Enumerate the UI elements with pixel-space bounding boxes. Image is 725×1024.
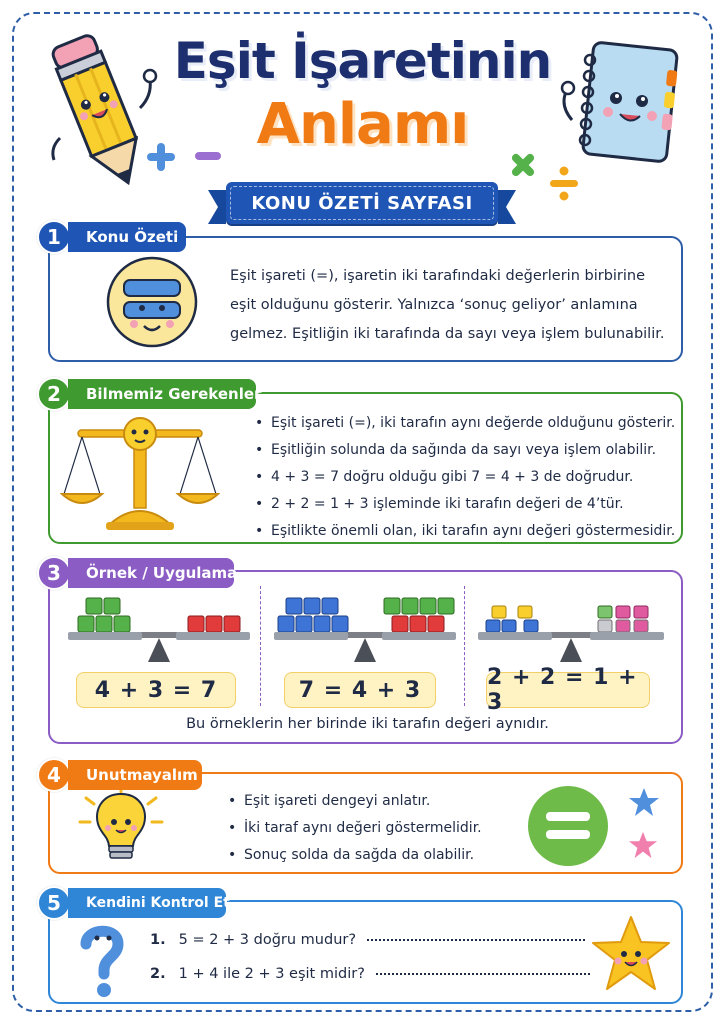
examples-caption: Bu örneklerin her birinde iki tarafın değeri aynıdır. (186, 716, 549, 732)
subtitle-ribbon (226, 182, 498, 224)
list-item: • Sonuç solda da sağda da olabilir. (228, 842, 482, 869)
summary-line: Eşit işareti (=), işaretin iki tarafındaki değerlerin birbirine (230, 268, 646, 284)
section-number-1: 1 (37, 220, 71, 254)
divide-icon (548, 166, 580, 202)
blue-star-icon (628, 786, 660, 818)
remember-list (228, 788, 482, 869)
list-item: • 4 + 3 = 7 doğru olduğu gibi 7 = 4 + 3 de doğrudur. (255, 464, 675, 491)
lightbulb-mascot (76, 784, 166, 870)
summary-line: eşit olduğunu gösterir. Yalnızca ‘sonuç geliyor’ anlamına (230, 297, 638, 313)
question-2 (150, 966, 590, 982)
equation-box: 7 = 4 + 3 (284, 672, 436, 708)
times-icon (508, 150, 538, 180)
equal-circle-icon (526, 784, 610, 868)
list-item: • Eşitlikte önemli olan, iki tarafın aynı değeri göstermesidir. (255, 518, 675, 545)
section-number-4: 4 (37, 758, 71, 792)
page-title-line2: Anlamı (256, 92, 469, 157)
list-item: • 2 + 2 = 1 + 3 işleminde iki tarafın değeri de 4’tür. (255, 491, 675, 518)
section-number-5: 5 (37, 886, 71, 920)
equation-box: 4 + 3 = 7 (76, 672, 236, 708)
ribbon-label: KONU ÖZETİ SAYFASI (251, 192, 473, 214)
balance-illustration-2 (272, 592, 458, 668)
list-item: • Eşit işareti dengeyi anlatır. (228, 788, 482, 815)
plus-icon (144, 140, 178, 174)
examples-section (48, 570, 683, 744)
section-number-2: 2 (37, 377, 71, 411)
need-to-know-section (48, 392, 683, 544)
list-item: • İki taraf aynı değeri göstermelidir. (228, 815, 482, 842)
question-text: 1 + 4 ile 2 + 3 eşit midir? (178, 966, 365, 982)
examples-divider (260, 586, 261, 706)
section-title-remember: Unutmayalım (68, 760, 202, 790)
page-title-line1: Eşit İşaretinin (173, 32, 552, 90)
question-1 (150, 932, 585, 948)
minus-icon (193, 149, 223, 163)
list-item: • Eşit işareti (=), iki tarafın aynı değerde olduğunu gösterir. (255, 410, 675, 437)
summary-section (48, 236, 683, 362)
summary-line: gelmez. Eşitliğin iki tarafında da sayı veya işlem bulunabilir. (230, 326, 665, 342)
notebook-mascot (560, 36, 690, 186)
section-number-3: 3 (37, 556, 71, 590)
pink-star-icon (628, 830, 658, 860)
need-to-know-list (255, 410, 675, 545)
section-title-summary: Konu Özeti (68, 222, 186, 252)
section-title-examples: Örnek / Uygulama (68, 558, 234, 588)
examples-divider (464, 586, 465, 706)
star-mascot (590, 914, 672, 996)
equation-box: 2 + 2 = 1 + 3 (486, 672, 650, 708)
section-title-self-check: Kendini Kontrol Et (68, 888, 226, 918)
section-title-need-to-know: Bilmemiz Gerekenler (68, 379, 256, 409)
balance-scale-mascot (60, 412, 220, 536)
summary-text (230, 262, 670, 349)
balance-illustration-1 (66, 592, 252, 668)
answer-blank[interactable] (376, 973, 590, 975)
list-item: • Eşitliğin solunda da sağında da sayı veya işlem olabilir. (255, 437, 675, 464)
balance-illustration-3 (476, 592, 666, 668)
question-number: 2. (150, 966, 166, 982)
question-number: 1. (150, 932, 166, 948)
question-mark-mascot (72, 920, 132, 1000)
answer-blank[interactable] (367, 939, 585, 941)
question-text: 5 = 2 + 3 doğru mudur? (178, 932, 357, 948)
pencil-mascot (40, 28, 160, 198)
equal-sign-mascot (104, 254, 200, 350)
